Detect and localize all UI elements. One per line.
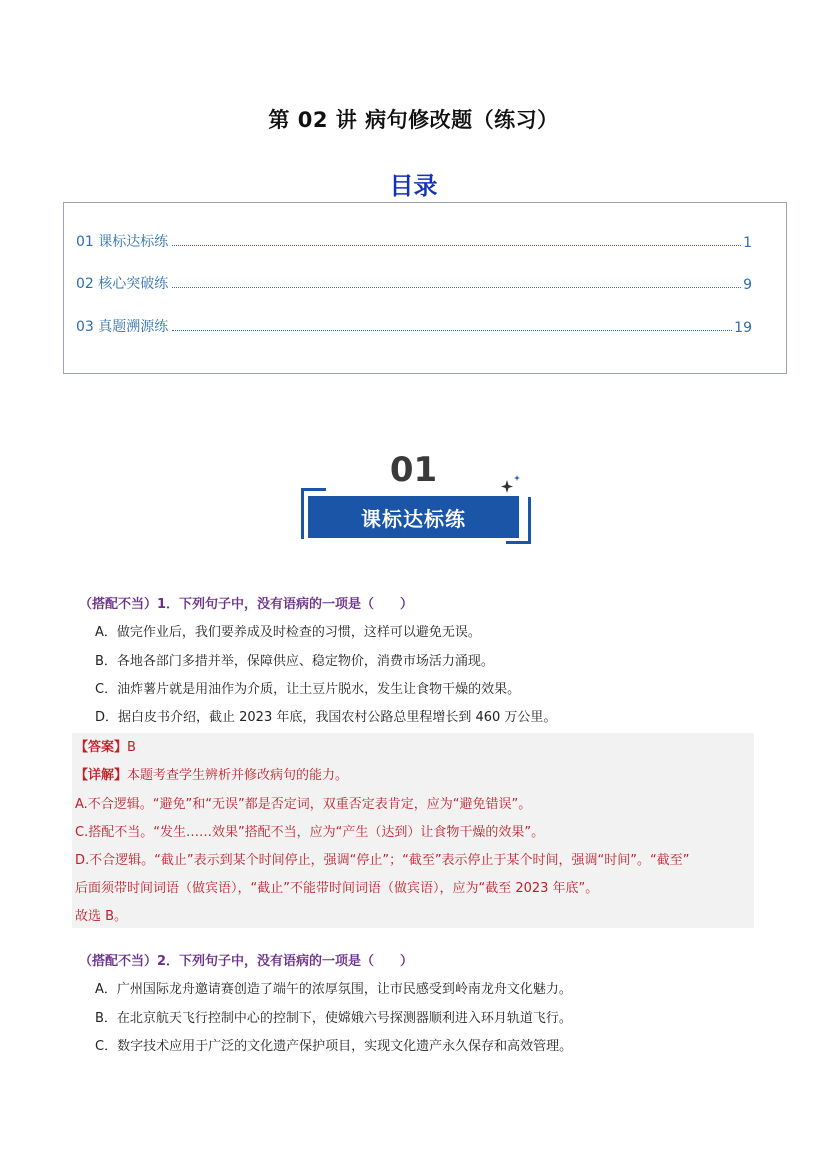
answer-label: 【答案】 (75, 740, 128, 755)
toc-item-page: 1 (743, 235, 752, 251)
toc-item-label: 02 核心突破练 (76, 276, 169, 292)
detail-label: 【详解】 (75, 768, 128, 783)
document-title: 第 02 讲 病句修改题（练习） (268, 108, 559, 132)
toc-item-page: 9 (743, 277, 752, 293)
question-2-option-c[interactable]: C．数字技术应用于广泛的文化遗产保护项目，实现文化遗产永久保存和高效管理。 (95, 1039, 573, 1054)
toc-heading: 目录 (389, 172, 438, 200)
question-1-option-b[interactable]: B．各地各部门多措并举，保障供应、稳定物价，消费市场活力涌现。 (95, 654, 494, 669)
explanation-line-a: A.不合逻辑。“避免”和“无误”都是否定词，双重否定表肯定，应为“避免错误”。 (75, 797, 532, 812)
toc-item-label: 01 课标达标练 (76, 234, 169, 250)
question-2-option-b[interactable]: B．在北京航天飞行控制中心的控制下，使嫦娥六号探测器顺利进入环月轨道飞行。 (95, 1011, 572, 1026)
answer-value: B (127, 740, 136, 755)
toc-leader-dots (172, 286, 741, 288)
question-1-option-c[interactable]: C．油炸薯片就是用油作为介质，让土豆片脱水，发生让食物干燥的效果。 (95, 682, 521, 697)
section-number: 01 (389, 450, 438, 490)
toc-item-page: 19 (734, 320, 752, 336)
toc-item-3[interactable] (76, 314, 752, 336)
toc-leader-dots (172, 244, 741, 246)
question-1-option-d[interactable]: D．据白皮书介绍，截止 2023 年底，我国农村公路总里程增长到 460 万公里。 (95, 710, 557, 725)
question-2-option-a[interactable]: A．广州国际龙舟邀请赛创造了端午的浓厚氛围，让市民感受到岭南龙舟文化魅力。 (95, 982, 572, 997)
table-of-contents (63, 202, 787, 374)
explanation-line-d-cont: 后面须带时间词语（做宾语），“截止”不能带时间词语（做宾语），应为“截至 2023 年底”。 (75, 881, 599, 896)
toc-item-2[interactable] (76, 271, 752, 293)
question-1-option-a[interactable]: A．做完作业后，我们要养成及时检查的习惯，这样可以避免无误。 (95, 625, 481, 640)
explanation-line-d: D.不合逻辑。“截止”表示到某个时间停止，强调“停止”；“截至”表示停止于某个时间，强调“时间”。“截至” (75, 853, 690, 868)
question-2-heading: （搭配不当）2．下列句子中，没有语病的一项是（ ） (79, 954, 414, 969)
section-title-banner: 课标达标练 (308, 496, 519, 538)
toc-item-label: 03 真题溯源练 (76, 319, 169, 335)
answer-line (75, 736, 136, 755)
toc-item-1[interactable] (76, 229, 752, 251)
detail-intro: 本题考查学生辨析并修改病句的能力。 (127, 768, 349, 783)
explanation-line-c: C.搭配不当。“发生……效果”搭配不当，应为“产生（达到）让食物干燥的效果”。 (75, 825, 545, 840)
toc-leader-dots (172, 329, 732, 331)
conclusion-line: 故选 B。 (75, 909, 128, 924)
question-1-heading: （搭配不当）1．下列句子中，没有语病的一项是（ ） (79, 597, 414, 612)
detail-line (75, 764, 348, 783)
sparkle-icon (498, 474, 522, 496)
